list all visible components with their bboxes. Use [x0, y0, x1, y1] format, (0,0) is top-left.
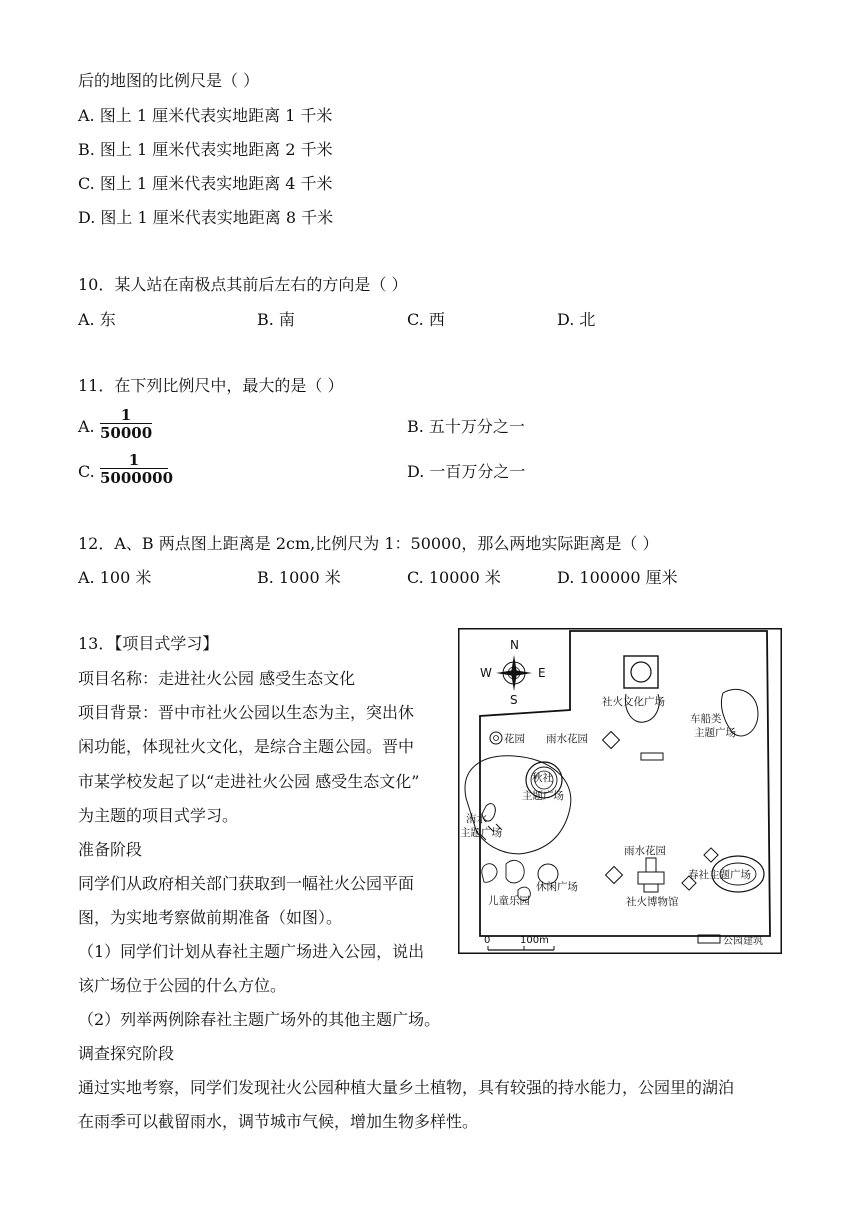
q13-background-line3: 市某学校发起了以“走进社火公园 感受生态文化” — [78, 772, 420, 791]
q12-stem: 12．A、B 两点图上距离是 2cm,比例尺为 1：50000，那么两地实际距离是（ ） — [78, 534, 659, 553]
q9-option-b[interactable]: B. 图上 1 厘米代表实地距离 2 千米 — [78, 140, 333, 159]
q9-option-d[interactable]: D. 图上 1 厘米代表实地距离 8 千米 — [78, 208, 334, 227]
legend-label: 公园建筑 — [723, 936, 763, 947]
label-qiushe-1: 秋社 — [532, 772, 553, 784]
q11-option-c-fraction[interactable] — [100, 451, 174, 487]
label-culture-plaza: 社火文化广场 — [602, 696, 665, 708]
q11-a-numerator: 1 — [120, 406, 132, 424]
q13-title: 13．【项目式学习】 — [78, 634, 219, 653]
q11-c-numerator: 1 — [128, 451, 140, 469]
q13-project-name: 项目名称：走进社火公园 感受生态文化 — [78, 669, 356, 688]
park-map — [458, 628, 782, 954]
q11-a-denominator: 50000 — [100, 424, 153, 442]
compass-e: E — [538, 666, 546, 680]
label-chechuan-1: 车船类 — [690, 713, 722, 725]
q9-option-a[interactable]: A. 图上 1 厘米代表实地距离 1 千米 — [78, 106, 333, 125]
q13-background-line2: 闲功能，体现社火文化，是综合主题公园。晋中 — [78, 737, 415, 756]
q13-sub1-line2: 该广场位于公园的什么方位。 — [78, 976, 287, 995]
compass-s: S — [510, 693, 518, 707]
scale-label: 100m — [520, 935, 549, 946]
q12-option-c[interactable]: C. 10000 米 — [407, 568, 501, 587]
q13-prep-line1: 同学们从政府相关部门获取到一幅社火公园平面 — [78, 874, 415, 893]
label-chunshe-plaza: 春社主题广场 — [688, 869, 751, 881]
q9-stem-tail: 后的地图的比例尺是（ ） — [78, 71, 260, 90]
label-rain-garden-bottom: 雨水花园 — [624, 845, 666, 857]
q10-stem: 10．某人站在南极点其前后左右的方向是（ ） — [78, 275, 408, 294]
q13-sub1-line1: （1）同学们计划从春社主题广场进入公园，说出 — [78, 942, 425, 961]
q11-option-a-fraction[interactable] — [100, 407, 152, 441]
label-chechuan-2: 主题广场 — [694, 727, 736, 739]
q13-background-line1: 项目背景：晋中市社火公园以生态为主，突出休 — [78, 703, 415, 722]
q12-option-d[interactable]: D. 100000 厘米 — [557, 568, 678, 587]
q13-survey-line2: 在雨季可以截留雨水，调节城市气候，增加生物多样性。 — [78, 1112, 479, 1131]
q11-option-b[interactable]: B. 五十万分之一 — [407, 417, 525, 436]
q11-option-c-prefix[interactable]: C. — [78, 462, 95, 481]
label-garden: 花园 — [504, 733, 525, 745]
scale-zero: 0 — [484, 935, 491, 946]
q12-option-a[interactable]: A. 100 米 — [78, 568, 152, 587]
label-kids-park: 儿童乐园 — [488, 895, 530, 907]
label-xiaoshui-1: 洧水 — [466, 813, 487, 825]
compass-w: W — [480, 666, 492, 680]
q13-sub2: （2）列举两例除春社主题广场外的其他主题广场。 — [78, 1010, 441, 1029]
label-leisure-plaza: 休闲广场 — [536, 881, 578, 893]
q9-option-c[interactable]: C. 图上 1 厘米代表实地距离 4 千米 — [78, 174, 333, 193]
q10-option-d[interactable]: D. 北 — [557, 310, 596, 329]
q10-option-a[interactable]: A. 东 — [78, 310, 116, 329]
q13-survey-line1: 通过实地考察，同学们发现社火公园种植大量乡土植物，具有较强的持水能力，公园里的湖泊 — [78, 1078, 735, 1097]
q10-option-b[interactable]: B. 南 — [257, 310, 295, 329]
q12-option-b[interactable]: B. 1000 米 — [257, 568, 341, 587]
q13-background-line4: 为主题的项目式学习。 — [78, 806, 239, 825]
q11-option-a-prefix[interactable]: A. — [78, 417, 95, 436]
q11-c-denominator: 5000000 — [100, 469, 174, 487]
q10-option-c[interactable]: C. 西 — [407, 310, 445, 329]
compass-n: N — [510, 638, 519, 652]
q11-stem: 11．在下列比例尺中，最大的是（ ） — [78, 376, 344, 395]
label-museum: 社火博物馆 — [626, 896, 679, 908]
label-qiushe-2: 主题广场 — [522, 790, 564, 802]
q13-prep-heading: 准备阶段 — [78, 840, 143, 859]
q13-survey-heading: 调查探究阶段 — [78, 1044, 175, 1063]
q11-option-d[interactable]: D. 一百万分之一 — [407, 462, 526, 481]
q13-prep-line2: 图，为实地考察做前期准备（如图）。 — [78, 908, 343, 927]
label-xiaoshui-2: 主题广场 — [460, 827, 502, 839]
label-rain-garden-top: 雨水花园 — [546, 733, 588, 745]
